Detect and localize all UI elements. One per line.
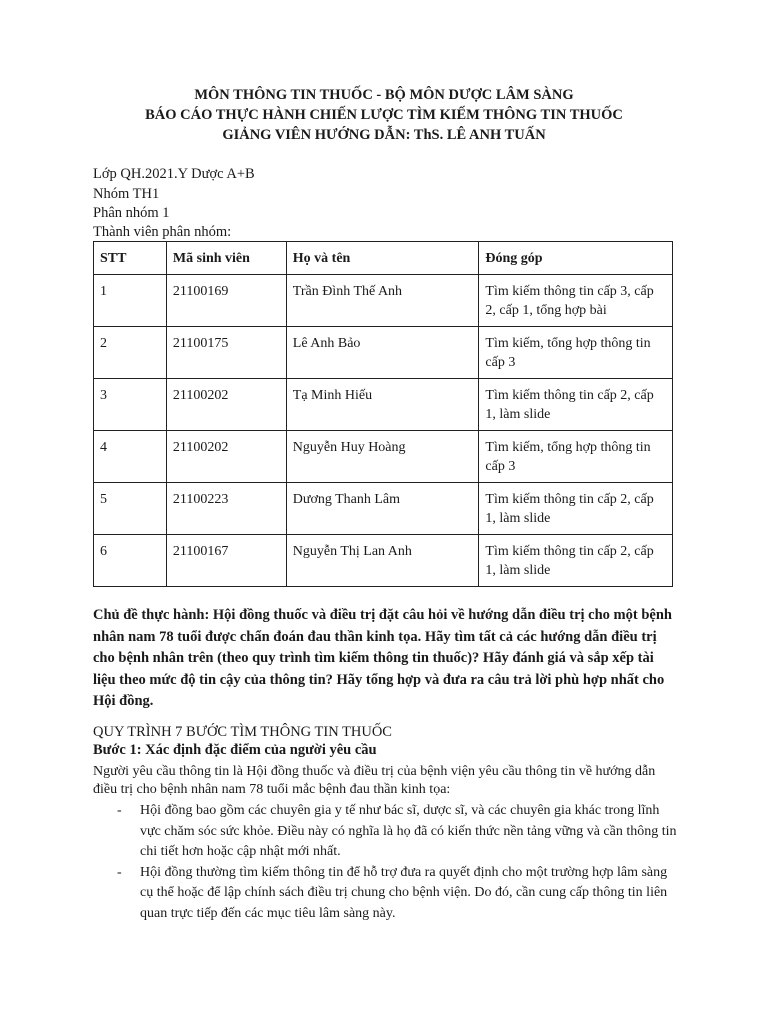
table-row	[94, 431, 673, 483]
cell-stt: 6	[94, 535, 167, 587]
class-info: Lớp QH.2021.Y Dược A+B	[93, 166, 255, 182]
header-line-1: MÔN THÔNG TIN THUỐC - BỘ MÔN DƯỢC LÂM SÀNG	[194, 87, 574, 103]
bullet-list	[93, 801, 678, 924]
cell-contribution: Tìm kiếm thông tin cấp 2, cấp 1, làm slide	[479, 483, 673, 535]
bullet-text: Hội đồng thường tìm kiếm thông tin để hỗ trợ đưa ra quyết định cho một trường hợp lâm sàng cụ thể hoặc để lập chính sách điều trị chung cho bệnh viện. Do đó, cần cung cấp thông tin liên quan trực tiếp đến các mục tiêu lâm sàng này.	[140, 864, 668, 921]
cell-stt: 2	[94, 327, 167, 379]
table-row	[94, 327, 673, 379]
header-full-name: Họ và tên	[286, 242, 479, 275]
cell-student-id: 21100167	[166, 535, 286, 587]
cell-stt: 3	[94, 379, 167, 431]
cell-full-name: Trần Đình Thế Anh	[286, 275, 479, 327]
practice-topic: Chủ đề thực hành: Hội đồng thuốc và điều trị đặt câu hỏi về hướng dẫn điều trị cho một bệnh nhân nam 78 tuổi được chẩn đoán đau thần kinh tọa. Hãy tìm tất cả các hướng dẫn điều trị cho bệnh nhân trên (theo quy trình tìm kiếm thông tin thuốc)? Hãy đánh giá và sắp xếp tài liệu theo mức độ tin cậy của thông tin? Hãy tổng hợp và đưa ra câu trả lời phù hợp nhất cho Hội đồng.	[93, 607, 672, 709]
cell-contribution: Tìm kiếm thông tin cấp 2, cấp 1, làm slide	[479, 379, 673, 431]
header-contribution: Đóng góp	[479, 242, 673, 275]
group-info: Nhóm TH1	[93, 186, 160, 202]
cell-full-name: Tạ Minh Hiếu	[286, 379, 479, 431]
table-row	[94, 379, 673, 431]
header-line-2: BÁO CÁO THỰC HÀNH CHIẾN LƯỢC TÌM KIẾM THÔNG TIN THUỐC	[145, 107, 623, 123]
table-header-row	[94, 242, 673, 275]
section-heading: QUY TRÌNH 7 BƯỚC TÌM THÔNG TIN THUỐC	[93, 724, 392, 740]
list-item	[93, 801, 678, 863]
members-label: Thành viên phân nhóm:	[93, 224, 232, 240]
table-row	[94, 275, 673, 327]
cell-contribution: Tìm kiếm, tổng hợp thông tin cấp 3	[479, 327, 673, 379]
cell-student-id: 21100223	[166, 483, 286, 535]
cell-contribution: Tìm kiếm, tổng hợp thông tin cấp 3	[479, 431, 673, 483]
table-row	[94, 483, 673, 535]
cell-full-name: Dương Thanh Lâm	[286, 483, 479, 535]
cell-student-id: 21100169	[166, 275, 286, 327]
cell-stt: 4	[94, 431, 167, 483]
cell-student-id: 21100175	[166, 327, 286, 379]
bullet-marker: -	[117, 864, 122, 880]
list-item	[93, 863, 678, 925]
header-student-id: Mã sinh viên	[166, 242, 286, 275]
cell-stt: 1	[94, 275, 167, 327]
bullet-marker: -	[117, 803, 122, 818]
cell-full-name: Lê Anh Bảo	[286, 327, 479, 379]
cell-student-id: 21100202	[166, 379, 286, 431]
subgroup-info: Phân nhóm 1	[93, 205, 170, 221]
cell-full-name: Nguyễn Thị Lan Anh	[286, 535, 479, 587]
bullet-text: Hội đồng bao gồm các chuyên gia y tế như bác sĩ, dược sĩ, và các chuyên gia khác trong lĩnh vực chăm sóc sức khỏe. Điều này có nghĩa là họ đã có kiến thức nền tảng vững và cần thông tin chi tiết hơn hoặc cập nhật mới nhất.	[140, 803, 677, 859]
header-line-3: GIẢNG VIÊN HƯỚNG DẪN: ThS. LÊ ANH TUẤN	[222, 127, 546, 143]
members-table	[93, 241, 673, 587]
step-1-paragraph: Người yêu cầu thông tin là Hội đồng thuốc và điều trị của bệnh viện yêu cầu thông tin về hướng dẫn điều trị cho bệnh nhân nam 78 tuổi mắc bệnh đau thần kinh tọa:	[93, 764, 656, 797]
table-row	[94, 535, 673, 587]
step-1-heading: Bước 1: Xác định đặc điểm của người yêu cầu	[93, 742, 377, 758]
header-stt: STT	[94, 242, 167, 275]
cell-contribution: Tìm kiếm thông tin cấp 3, cấp 2, cấp 1, tổng hợp bài	[479, 275, 673, 327]
cell-contribution: Tìm kiếm thông tin cấp 2, cấp 1, làm slide	[479, 535, 673, 587]
cell-stt: 5	[94, 483, 167, 535]
cell-full-name: Nguyễn Huy Hoàng	[286, 431, 479, 483]
cell-student-id: 21100202	[166, 431, 286, 483]
